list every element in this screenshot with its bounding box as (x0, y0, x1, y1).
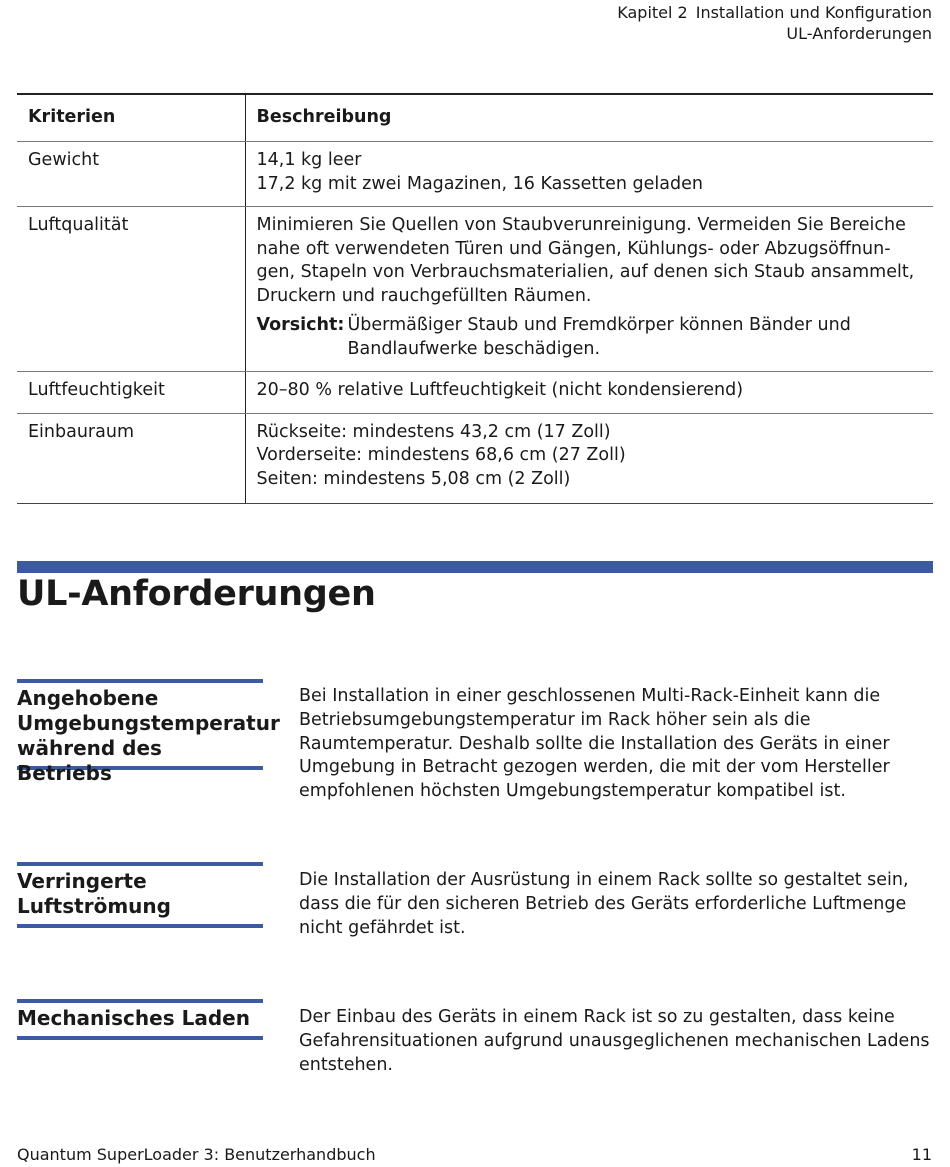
chapter-number: Kapitel 2 (617, 3, 688, 22)
requirement-title: Verringerte Luftströmung (17, 862, 263, 928)
running-header (617, 2, 932, 44)
requirement-title: Mechanisches Laden (17, 999, 263, 1040)
description-line: 20–80 % relative Luftfeuchtigkeit (nicht kondensierend) (256, 380, 744, 400)
chapter-title: Installation und Konfiguration (695, 3, 932, 22)
description-line: Rückseite: mindestens 43,2 cm (17 Zoll) (256, 421, 611, 442)
caution-label: Vorsicht: (256, 315, 345, 335)
table-row (17, 207, 933, 372)
section-heading: UL-Anforderungen (17, 574, 376, 614)
caution-text: Übermäßiger Staub und Fremdkörper können Bänder und Bandlaufwerke beschädigen. (347, 315, 851, 359)
requirements-table (17, 93, 933, 504)
requirement-title: Angehobene Umgebungstemperatur während des Betriebs (17, 679, 263, 770)
description-cell (245, 207, 933, 372)
table-row (17, 413, 933, 504)
table-header-row (17, 94, 933, 142)
column-header-criteria: Kriterien (17, 94, 245, 142)
criterion-cell: Luftqualität (17, 207, 245, 372)
description-line: 17,2 kg mit zwei Magazinen, 16 Kassetten geladen (256, 173, 703, 194)
caution-note (257, 314, 928, 361)
criterion-cell: Luftfeuchtigkeit (17, 372, 245, 414)
column-header-description: Beschreibung (245, 94, 933, 142)
requirement-text: Der Einbau des Geräts in einem Rack ist so zu gestalten, dass keine Gefahrensituationen aufgrund unausgeglichenen mechanischen Ladens entstehen. (299, 1007, 930, 1075)
description-paragraph: Minimieren Sie Quellen von Staubverunreinigung. Vermeiden Sie Bereiche nahe oft verwendeten Türen und Gängen, Kühlungs- oder Abzugsöffnun-gen, Stapeln von Verbrauchsmaterialien, auf denen sich Staub ansammelt, Druckern und rauchgefüllten Räumen. (256, 215, 915, 306)
table-row (17, 372, 933, 414)
table-row (17, 142, 933, 207)
description-cell (245, 372, 933, 414)
description-line: Seiten: mindestens 5,08 cm (2 Zoll) (256, 468, 571, 489)
description-cell (245, 413, 933, 504)
section-name: UL-Anforderungen (786, 24, 932, 43)
description-cell (245, 142, 933, 207)
description-line: 14,1 kg leer (256, 150, 362, 170)
criterion-cell: Gewicht (17, 142, 245, 207)
description-line: Vorderseite: mindestens 68,6 cm (27 Zoll) (256, 445, 626, 465)
chapter-line (617, 2, 932, 23)
criterion-cell: Einbauraum (17, 413, 245, 504)
footer-book-title: Quantum SuperLoader 3: Benutzerhandbuch (17, 1145, 376, 1164)
footer-page-number: 11 (911, 1145, 932, 1164)
requirement-text: Bei Installation in einer geschlossenen Multi-Rack-Einheit kann die Betriebsumgebungstemperatur im Rack höher sein als die Raumtemperatur. Deshalb sollte die Installation des Geräts in einer Umgebung in Betracht gezogen werden, die mit der vom Hersteller empfohlenen höchsten Umgebungstemperatur kompatibel ist. (299, 686, 890, 802)
requirement-text: Die Installation der Ausrüstung in einem Rack sollte so gestaltet sein, dass die für den sicheren Betrieb des Geräts erforderliche Luftmenge nicht gefährdet ist. (299, 870, 909, 938)
